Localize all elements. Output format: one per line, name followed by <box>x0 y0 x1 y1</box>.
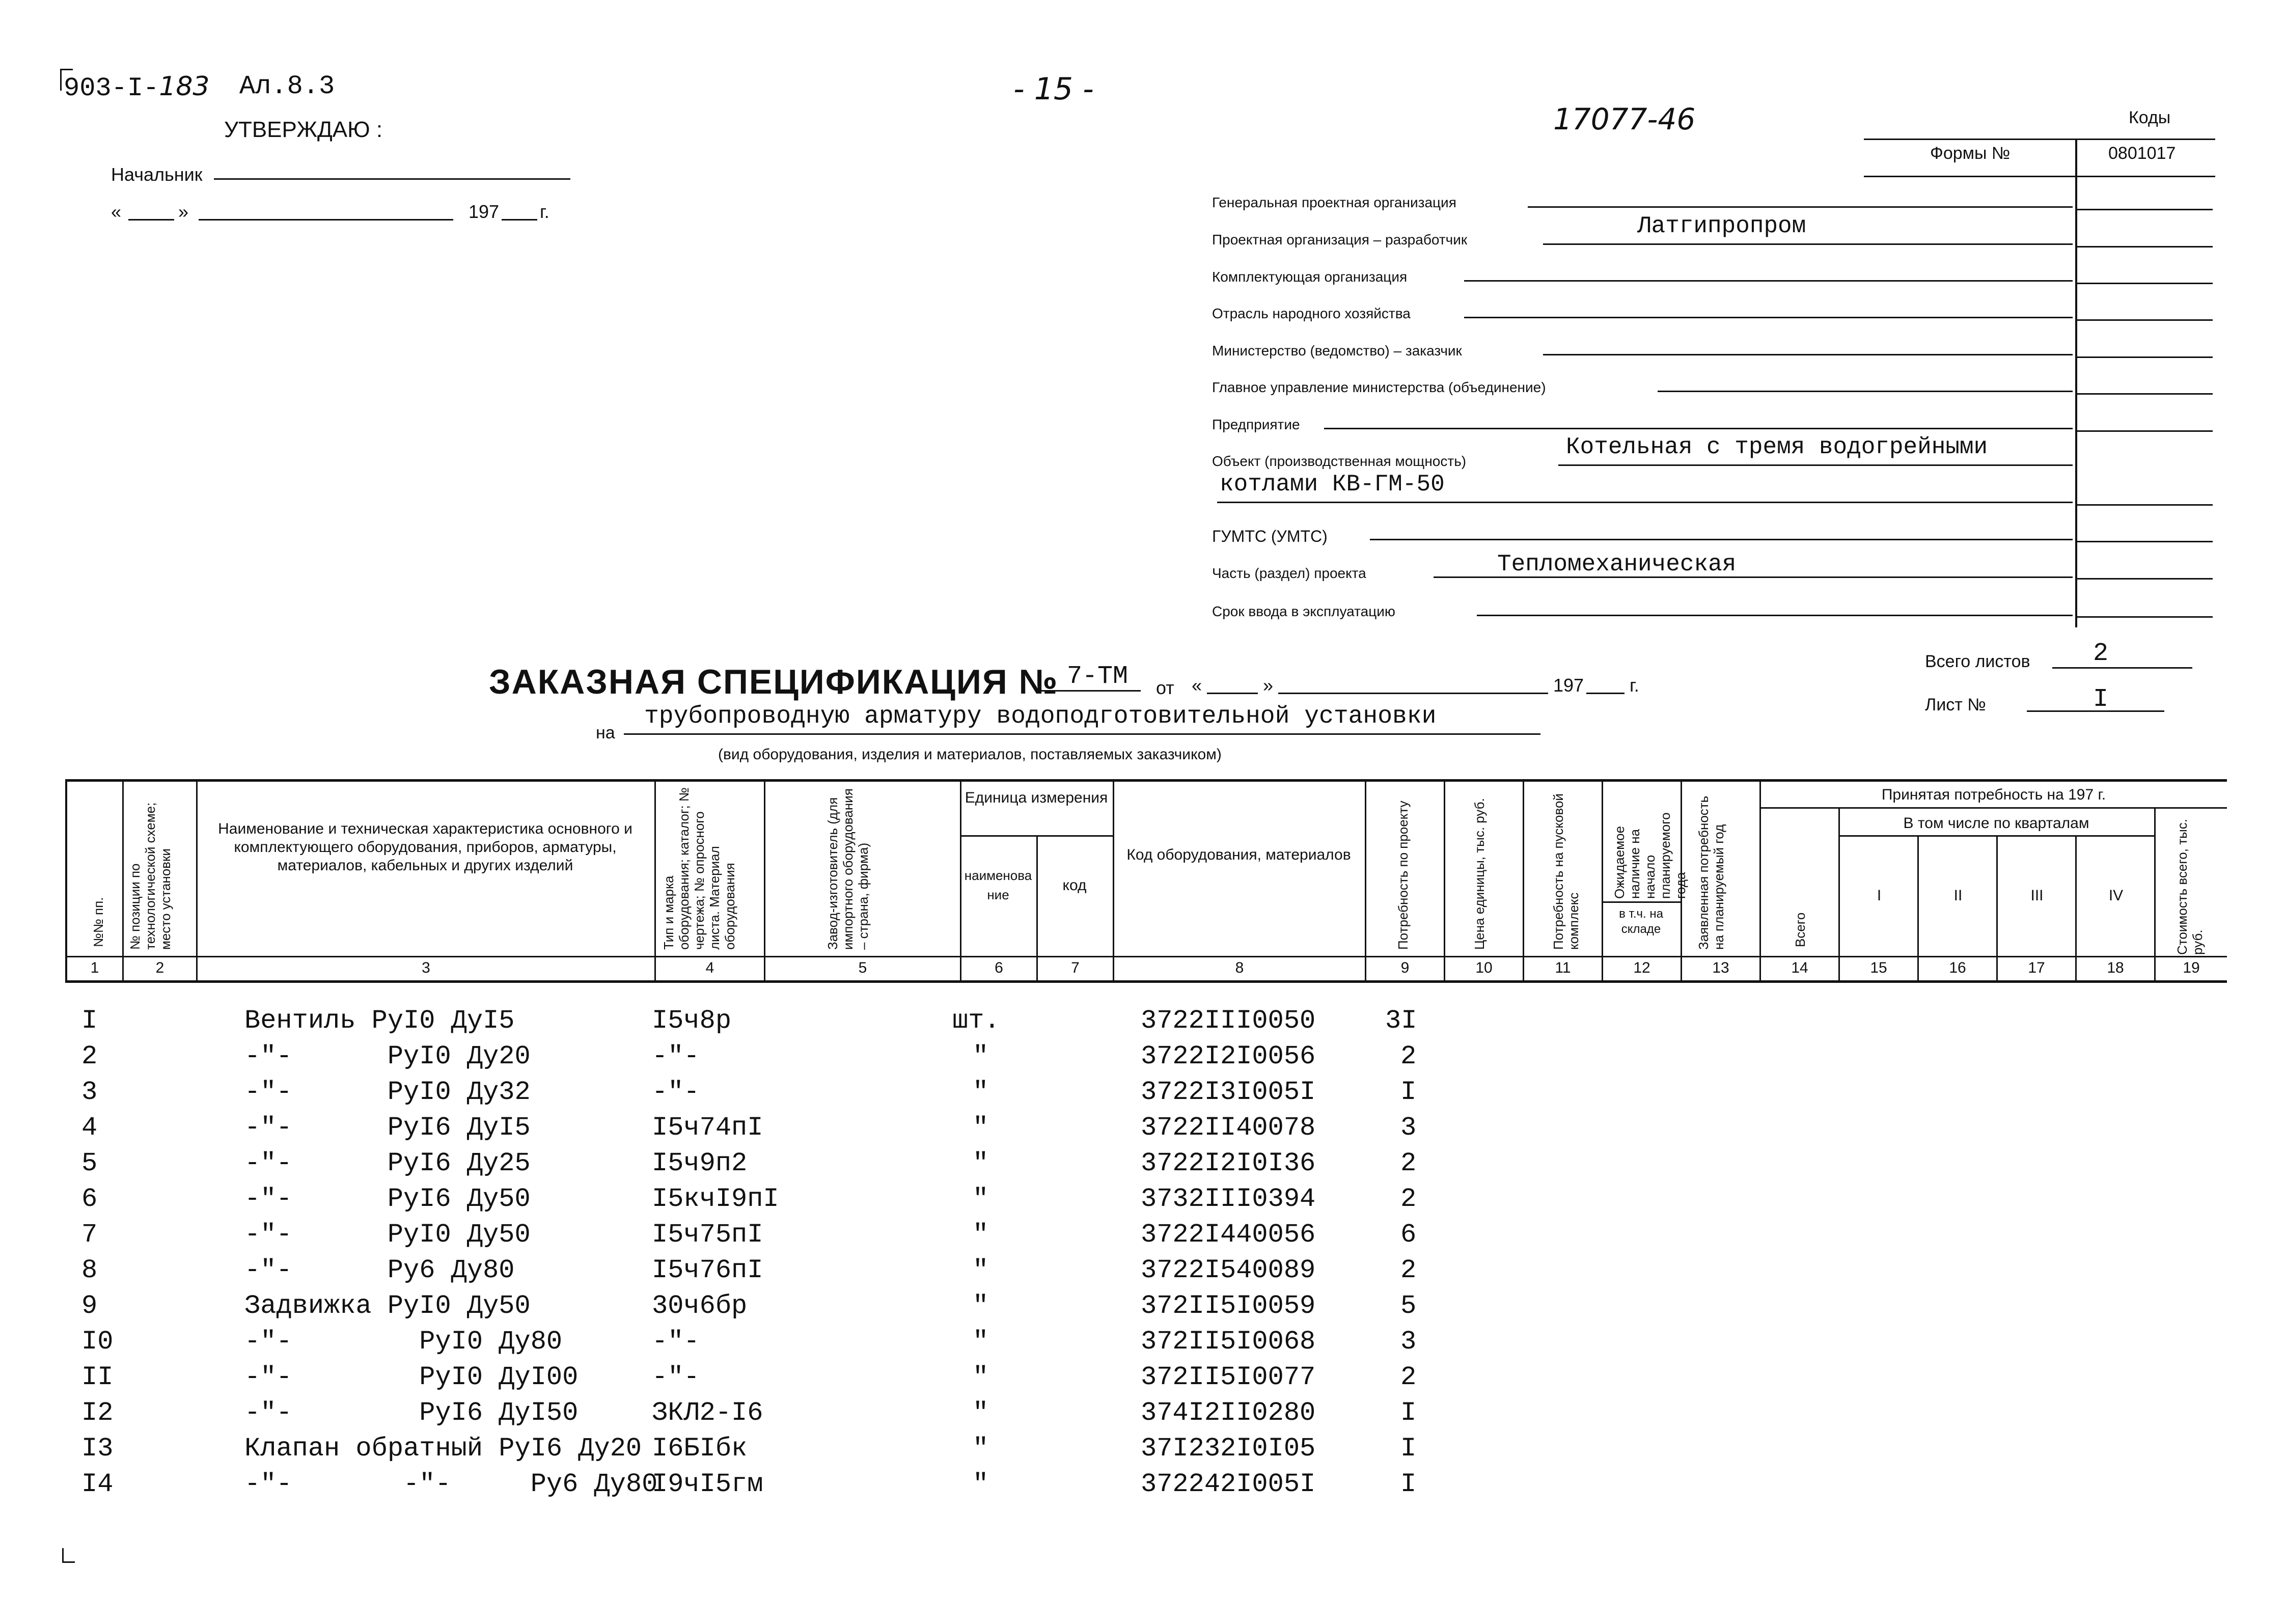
row-qty: I <box>1400 1077 1417 1107</box>
row-code: 3722I2I0I36 <box>1141 1148 1316 1178</box>
object-label: Объект (производственная мощность) <box>1212 453 1467 469</box>
row-code: 3722I440056 <box>1141 1220 1316 1250</box>
row-qty: I <box>1400 1434 1417 1464</box>
row-qty: 2 <box>1400 1041 1417 1071</box>
row-unit: " <box>973 1434 989 1464</box>
sheet-label: Лист № <box>1925 695 1986 714</box>
row-number: 9 <box>81 1291 98 1321</box>
ministry-line <box>1543 354 2073 355</box>
part-value: Тепломеханическая <box>1497 551 1737 577</box>
row-unit: " <box>973 1291 989 1321</box>
header-col7: код <box>1062 877 1087 894</box>
developer-value: Латгипропром <box>1637 213 1806 239</box>
header-col10: Цена единицы, тыс. руб. <box>1472 798 1487 950</box>
row-type: -"- <box>652 1362 700 1392</box>
developer-line <box>1543 243 2073 245</box>
spec-subject: трубопроводную арматуру водоподготовительной установки <box>644 703 1437 730</box>
row-qty: 2 <box>1400 1362 1417 1392</box>
col-border-11 <box>1602 779 1603 983</box>
date-year-prefix: 197 <box>469 201 500 222</box>
row-qty: 2 <box>1400 1255 1417 1285</box>
row-number: 2 <box>81 1041 98 1071</box>
date-year-line <box>502 219 537 221</box>
header-col14: Всего <box>1793 912 1808 947</box>
row-code: 372II5I0059 <box>1141 1291 1316 1321</box>
header-col12: Ожидаемое наличие на начало планируемого года <box>1612 812 1688 899</box>
col-border-13 <box>1759 779 1761 983</box>
ministry-label: Министерство (ведомство) – заказчик <box>1212 343 1462 359</box>
code-line-11 <box>2075 616 2213 618</box>
row-unit: " <box>973 1220 989 1250</box>
quarter-group-line <box>1838 835 2154 837</box>
code-line-9 <box>2075 541 2213 542</box>
sheet-line <box>2027 710 2164 712</box>
spec-from: от <box>1156 677 1174 698</box>
archive-number: 17077-46 <box>1553 102 1696 136</box>
col-border-0 <box>65 779 67 983</box>
doc-code-handwritten: 183 <box>159 71 210 102</box>
row-unit: " <box>973 1077 989 1107</box>
codes-top-line <box>1864 139 2215 140</box>
codes-divider <box>2075 139 2077 627</box>
header-q3: III <box>2030 887 2044 904</box>
row-type: I9чI5гм <box>652 1469 763 1499</box>
total-sheets-value: 2 <box>2093 639 2109 668</box>
row-qty: 3I <box>1385 1006 1417 1036</box>
row-qty: I <box>1400 1469 1417 1499</box>
main-dept-line <box>1658 391 2073 392</box>
colnum-8: 8 <box>1235 959 1244 976</box>
branch-line <box>1464 317 2073 318</box>
row-unit: " <box>973 1041 989 1071</box>
general-org-label: Генеральная проектная организация <box>1212 195 1456 210</box>
sheet-value: I <box>2093 685 2109 714</box>
row-code: 372242I005I <box>1141 1469 1316 1499</box>
main-dept-label: Главное управление министерства (объединение) <box>1212 379 1546 395</box>
row-name: -"- РуI0 Ду32 <box>244 1077 531 1107</box>
header-col3: Наименование и техническая характеристика основного и комплектующего оборудования, приборов, арматуры, материалов, кабельных и других изделий <box>218 820 632 874</box>
spec-subject-line <box>624 733 1540 735</box>
date-year-suffix: г. <box>540 201 549 222</box>
row-number: I4 <box>81 1469 114 1499</box>
row-qty: 2 <box>1400 1148 1417 1178</box>
colnum-15: 15 <box>1870 959 1887 976</box>
header-col13: Заявленная потребность на планируемый год <box>1696 795 1726 950</box>
row-code: 3722II40078 <box>1141 1113 1316 1143</box>
colnum-3: 3 <box>422 959 430 976</box>
row-number: I <box>81 1006 98 1036</box>
row-type: -"- <box>652 1041 700 1071</box>
spec-year-line <box>1586 693 1625 694</box>
supplier-label: Комплектующая организация <box>1212 269 1408 285</box>
supplier-line <box>1464 280 2073 282</box>
code-line-3 <box>2075 283 2213 284</box>
row-qty: 3 <box>1400 1327 1417 1357</box>
col-border-8 <box>1365 779 1366 983</box>
enterprise-line <box>1324 428 2073 429</box>
row-number: 3 <box>81 1077 98 1107</box>
page-number: - 15 - <box>1013 71 1094 107</box>
approve-label: УТВЕРЖДАЮ : <box>224 117 383 142</box>
row-number: 5 <box>81 1148 98 1178</box>
row-name: Клапан обратный РуI6 Ду20 <box>244 1434 642 1464</box>
spec-number-line <box>1039 690 1141 692</box>
row-type: -"- <box>652 1077 700 1107</box>
colnum-5: 5 <box>858 959 867 976</box>
header-col1: №№ пп. <box>91 897 106 947</box>
spec-subject-note: (вид оборудования, изделия и материалов, поставляемых заказчиком) <box>718 746 1222 763</box>
row-type: I5кчI9пI <box>652 1184 779 1214</box>
row-qty: 5 <box>1400 1291 1417 1321</box>
colnum-6: 6 <box>995 959 1003 976</box>
colnum-16: 16 <box>1949 959 1966 976</box>
row-type: I5ч76пI <box>652 1255 763 1285</box>
object-value-2: котлами КВ-ГМ-50 <box>1220 471 1445 498</box>
header-col11: Потребность на пусковой комплекс <box>1551 793 1581 950</box>
header-unit-group: Единица измерения <box>965 789 1108 806</box>
doc-code-printed: 903-I- <box>64 73 159 103</box>
form-value: 0801017 <box>2108 144 2176 163</box>
total-sheets-label: Всего листов <box>1925 652 2030 671</box>
row-name: Задвижка РуI0 Ду50 <box>244 1291 531 1321</box>
gumts-label: ГУМТС (УМТС) <box>1212 527 1328 545</box>
spec-month-line <box>1278 693 1548 694</box>
row-name: -"- -"- Ру6 Ду80 <box>244 1469 658 1499</box>
row-number: 6 <box>81 1184 98 1214</box>
date-day-line <box>128 219 174 221</box>
table-top-border <box>65 779 2227 782</box>
header-col5: Завод-изготовитель (для импортного оборудования – страна, фирма) <box>825 788 871 950</box>
table-numrow-top <box>65 956 2227 957</box>
col-border-2 <box>196 779 198 983</box>
row-type: -"- <box>652 1327 700 1357</box>
code-line-7 <box>2075 430 2213 432</box>
row-unit: " <box>973 1255 989 1285</box>
doc-code <box>64 71 210 103</box>
part-label: Часть (раздел) проекта <box>1212 565 1366 581</box>
col-border-14 <box>1838 807 1840 983</box>
table-header-bottom <box>65 980 2227 983</box>
row-unit: " <box>973 1148 989 1178</box>
chief-line <box>214 178 570 180</box>
object-line-2 <box>1217 502 2073 503</box>
colnum-14: 14 <box>1791 959 1808 976</box>
deadline-line <box>1477 615 2073 616</box>
gumts-line <box>1370 539 2073 540</box>
colnum-4: 4 <box>705 959 714 976</box>
row-unit: " <box>973 1469 989 1499</box>
row-qty: 3 <box>1400 1113 1417 1143</box>
header-col8: Код оборудования, материалов <box>1126 846 1351 863</box>
row-code: 3722I2I0056 <box>1141 1041 1316 1071</box>
spec-year: 197 <box>1553 675 1584 696</box>
colnum-10: 10 <box>1475 959 1493 976</box>
col-border-18 <box>2154 807 2156 983</box>
colnum-17: 17 <box>2028 959 2045 976</box>
deadline-label: Срок ввода в эксплуатацию <box>1212 603 1395 619</box>
accepted-group-line <box>1759 807 2227 809</box>
colnum-1: 1 <box>90 959 99 976</box>
colnum-18: 18 <box>2107 959 2124 976</box>
row-name: -"- РуI0 Ду50 <box>244 1220 531 1250</box>
code-line-6 <box>2075 393 2213 395</box>
col-border-10 <box>1523 779 1524 983</box>
form-label: Формы № <box>1930 144 2011 163</box>
row-unit: " <box>973 1398 989 1428</box>
chief-label: Начальник <box>111 164 203 185</box>
row-name: -"- РуI6 Ду50 <box>244 1184 531 1214</box>
row-number: 4 <box>81 1113 98 1143</box>
colnum-13: 13 <box>1712 959 1729 976</box>
row-number: I0 <box>81 1327 114 1357</box>
colnum-12: 12 <box>1633 959 1650 976</box>
row-type: 30ч6бр <box>652 1291 748 1321</box>
row-code: 3732III0394 <box>1141 1184 1316 1214</box>
code-line-10 <box>2075 578 2213 580</box>
code-line-2 <box>2075 246 2213 247</box>
row-unit: " <box>973 1184 989 1214</box>
date-month-line <box>199 219 453 221</box>
row-code: 3722I540089 <box>1141 1255 1316 1285</box>
row-code: 372II5I0077 <box>1141 1362 1316 1392</box>
code-line-5 <box>2075 356 2213 358</box>
row-qty: I <box>1400 1398 1417 1428</box>
enterprise-label: Предприятие <box>1212 417 1300 432</box>
spec-year-suffix: г. <box>1630 675 1639 696</box>
spec-number: 7-ТМ <box>1067 662 1128 691</box>
row-type: I6БIбк <box>652 1434 748 1464</box>
row-type: ЗКЛ2-I6 <box>652 1398 763 1428</box>
row-unit: шт. <box>952 1006 1000 1036</box>
row-type: I5ч9п2 <box>652 1148 748 1178</box>
row-name: -"- РуI6 Ду25 <box>244 1148 531 1178</box>
object-value-1: Котельная с тремя водогрейными <box>1566 434 1988 460</box>
row-unit: " <box>973 1362 989 1392</box>
row-type: I5ч74пI <box>652 1113 763 1143</box>
row-number: 7 <box>81 1220 98 1250</box>
codes-form-line <box>1864 176 2215 177</box>
col-border-7 <box>1113 779 1114 983</box>
spec-title: ЗАКАЗНАЯ СПЕЦИФИКАЦИЯ № <box>489 663 1059 701</box>
row-name: -"- Ру6 Ду80 <box>244 1255 515 1285</box>
header-q4: IV <box>2108 887 2124 904</box>
row-name: -"- РуI0 ДуI00 <box>244 1362 579 1392</box>
colnum-11: 11 <box>1555 959 1571 976</box>
row-qty: 2 <box>1400 1184 1417 1214</box>
header-accepted-group: Принятая потребность на 197 г. <box>1881 786 2106 803</box>
code-line-8 <box>2075 504 2213 506</box>
object-line-1 <box>1558 464 2073 466</box>
row-name: -"- РуI6 ДуI50 <box>244 1398 579 1428</box>
colnum-2: 2 <box>155 959 164 976</box>
branch-label: Отрасль народного хозяйства <box>1212 306 1411 321</box>
header-col6: наименование <box>964 868 1032 902</box>
col-border-1 <box>122 779 124 983</box>
header-col12-stock: в т.ч. на складе <box>1619 907 1663 936</box>
row-unit: " <box>973 1327 989 1357</box>
col-border-4 <box>764 779 765 983</box>
row-qty: 6 <box>1400 1220 1417 1250</box>
part-line <box>1434 576 2073 578</box>
colnum-7: 7 <box>1071 959 1080 976</box>
header-col4: Тип и марка оборудования; каталог; № чертежа; № опросного листа. Материал оборудования <box>661 787 737 950</box>
row-type: I5ч75пI <box>652 1220 763 1250</box>
row-name: -"- РуI6 ДуI5 <box>244 1113 531 1143</box>
header-quarters-group: В том числе по кварталам <box>1903 815 2089 832</box>
row-name: Вентиль РуI0 ДуI5 <box>244 1006 515 1036</box>
code-line-4 <box>2075 319 2213 321</box>
album-code: Ал.8.3 <box>239 71 335 101</box>
col-border-9 <box>1444 779 1445 983</box>
header-q1: I <box>1877 887 1882 904</box>
header-col9: Потребность по проекту <box>1395 801 1411 950</box>
developer-label: Проектная организация – разработчик <box>1212 232 1468 247</box>
col-border-5 <box>960 779 961 983</box>
code-line-1 <box>2075 209 2213 210</box>
colnum-9: 9 <box>1400 959 1410 976</box>
row-unit: " <box>973 1113 989 1143</box>
header-col19: Стоимость всего, тыс. руб. <box>2174 818 2205 955</box>
row-number: I3 <box>81 1434 114 1464</box>
header-q2: II <box>1953 887 1963 904</box>
row-code: 372II5I0068 <box>1141 1327 1316 1357</box>
row-code: 3722III0050 <box>1141 1006 1316 1036</box>
header-col2: № позиции по технологической схеме; место установки <box>127 802 173 950</box>
row-name: -"- РуI0 Ду20 <box>244 1041 531 1071</box>
row-number: II <box>81 1362 114 1392</box>
row-number: I2 <box>81 1398 114 1428</box>
colnum-19: 19 <box>2183 959 2200 976</box>
codes-title: Коды <box>2129 108 2171 127</box>
corner-mark-bottom <box>62 1548 75 1563</box>
row-code: 374I2II0280 <box>1141 1398 1316 1428</box>
spec-quote-open: « <box>1192 675 1202 696</box>
row-number: 8 <box>81 1255 98 1285</box>
unit-group-line <box>960 835 1113 837</box>
row-code: 37I232I0I05 <box>1141 1434 1316 1464</box>
spec-quote-close: » <box>1263 675 1274 696</box>
spec-day-line <box>1207 693 1258 694</box>
col-border-3 <box>654 779 656 983</box>
row-code: 3722I3I005I <box>1141 1077 1316 1107</box>
date-open-quote: « <box>111 201 122 222</box>
row-name: -"- РуI0 Ду80 <box>244 1327 563 1357</box>
general-org-line <box>1528 206 2073 208</box>
row-type: I5ч8р <box>652 1006 732 1036</box>
spec-on: на <box>596 723 615 742</box>
date-close-quote: » <box>178 201 189 222</box>
total-sheets-line <box>2052 667 2192 669</box>
stock-subline <box>1602 901 1681 903</box>
